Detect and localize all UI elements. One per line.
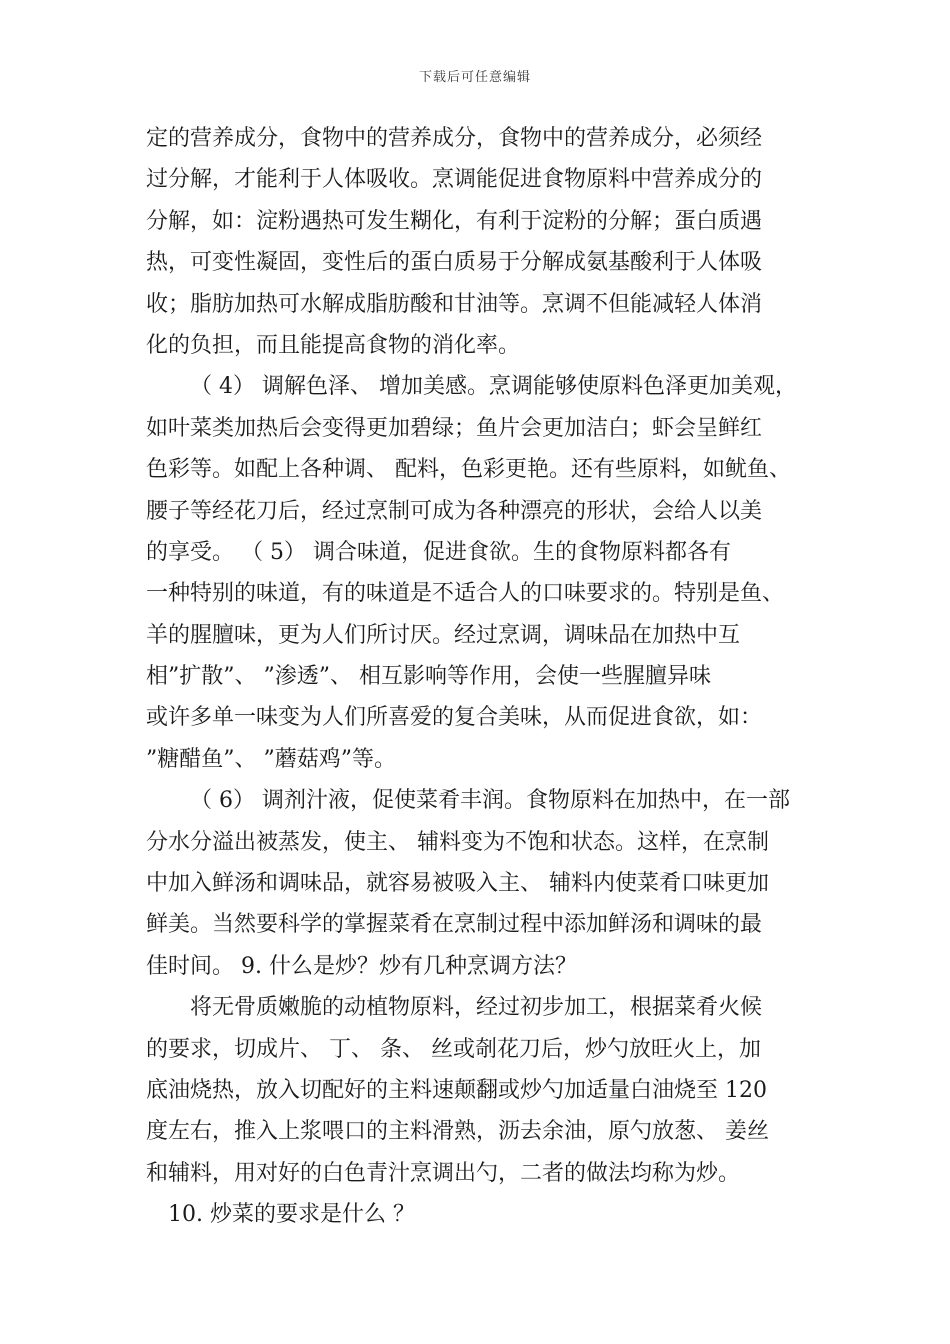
text-line: 相”扩散”、 ”渗透”、 相互影响等作用，会使一些腥膻异味	[146, 664, 711, 690]
text-line: 分水分溢出被蒸发，使主、 辅料变为不饱和状态。这样，在烹制	[146, 829, 769, 855]
text-line: （ 6） 调剂汁液，促使菜肴丰润。食物原料在加热中，在一部	[190, 788, 790, 814]
text-line: 的享受。 （ 5） 调合味道，促进食欲。生的食物原料都各有	[146, 539, 731, 565]
text-line: 10. 炒菜的要求是什么 ？	[168, 1202, 415, 1228]
text-line: 分解，如：淀粉遇热可发生糊化，有利于淀粉的分解；蛋白质遇	[146, 208, 763, 234]
text-line: ”糖醋鱼”、 ”蘑菇鸡”等。	[146, 746, 396, 772]
text-line: 鲜美。当然要科学的掌握菜肴在烹制过程中添加鲜汤和调味的最	[146, 912, 763, 938]
text-line: 色彩等。如配上各种调、 配料，色彩更艳。还有些原料，如鱿鱼、	[146, 457, 791, 483]
text-line: 的要求，切成片、 丁、 条、 丝或剞花刀后，炒勺放旺火上，加	[146, 1036, 761, 1062]
text-line: 过分解，才能利于人体吸收。烹调能促进食物原料中营养成分的	[146, 167, 763, 193]
text-line: 将无骨质嫩脆的动植物原料，经过初步加工，根据菜肴火候	[190, 995, 763, 1021]
text-line: 收；脂肪加热可水解成脂肪酸和甘油等。烹调不但能减轻人体消	[146, 291, 763, 317]
page-header: 下载后可任意编辑	[418, 70, 531, 85]
text-line: 如叶菜类加热后会变得更加碧绿；鱼片会更加洁白；虾会呈鲜红	[146, 415, 763, 441]
text-line: 定的营养成分，食物中的营养成分，食物中的营养成分，必须经	[146, 126, 763, 151]
text-line: 热，可变性凝固，变性后的蛋白质易于分解成氨基酸利于人体吸	[146, 250, 763, 276]
text-line: 中加入鲜汤和调味品，就容易被吸入主、 辅料内使菜肴口味更加	[146, 871, 769, 897]
document-body	[146, 118, 826, 1236]
text-line: 底油烧热，放入切配好的主料速颠翻或炒勺加适量白油烧至 120	[146, 1077, 767, 1103]
text-line: 和辅料，用对好的白色青汁烹调出勺，二者的做法均称为炒。	[146, 1160, 741, 1186]
text-line: 一种特别的味道，有的味道是不适合人的口味要求的。特别是鱼、	[146, 581, 785, 607]
text-line: 佳时间。 9. 什么是炒？炒有几种烹调方法？	[146, 953, 577, 979]
text-line: 腰子等经花刀后，经过烹制可成为各种漂亮的形状，会给人以美	[146, 498, 763, 524]
text-line: 或许多单一味变为人们所喜爱的复合美味，从而促进食欲，如：	[146, 705, 763, 731]
text-line: 化的负担，而且能提高食物的消化率。	[146, 332, 521, 358]
text-line: （ 4） 调解色泽、 增加美感。烹调能够使原料色泽更加美观，	[190, 374, 797, 400]
text-line: 羊的腥膻味，更为人们所讨厌。经过烹调，调味品在加热中互	[146, 622, 741, 648]
text-line: 度左右，推入上浆喂口的主料滑熟，沥去余油，原勺放葱、 姜丝	[146, 1119, 769, 1145]
